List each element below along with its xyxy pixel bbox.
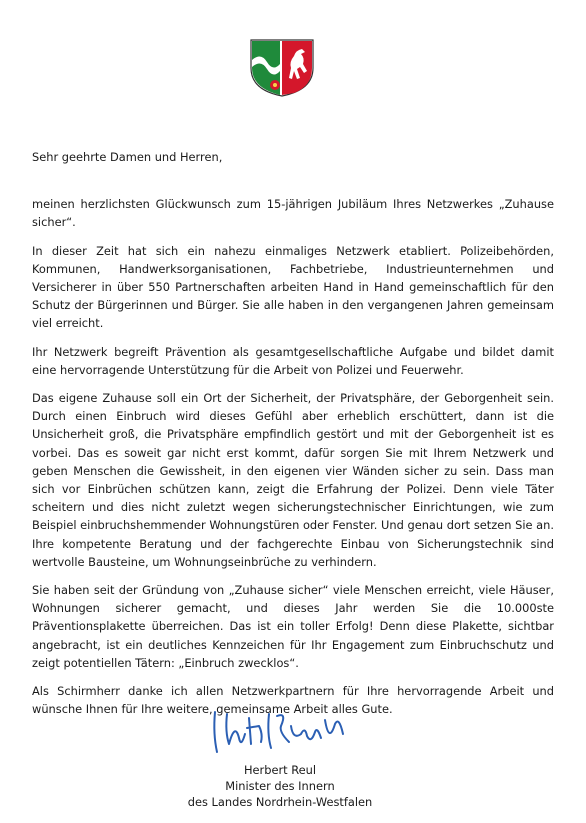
signatory-title: Minister des Innern [225,779,335,793]
paragraph: Das eigene Zuhause soll ein Ort der Sicherheit, der Privatsphäre, der Geborgenheit sein. Durch einen Einbruch wird dieses Gefühl aber erheblich erschüttert, dann ist die Unsicherheit groß, die Privatsphäre empfindlich gestört und mit der Geborgenheit ist es vorbei. Das es soweit gar nicht erst kommt, dafür sorgen Sie mit Ihrem Netzwerk und geben Menschen die Gewissheit, in den eigenen vier Wänden sicher zu sein. Dass man sich vor Einbrüchen schützen kann, zeigt die Erfahrung der Polizei. Denn viele Täter scheitern und dies nicht zuletzt wegen sicherungstechnischer Einrichtungen, wie zum Beispiel einbruchshemmender Wohnungstüren oder Fenster. Und genau dort setzen Sie an. Ihre kompetente Beratung und der fachgerechte Einbau von Sicherungstechnik sind wertvolle Bausteine, um Wohnungseinbrüche zu verhindern. [32,391,554,569]
nrw-coat-of-arms-icon [249,38,315,98]
paragraph: In dieser Zeit hat sich ein nahezu einmaliges Netzwerk etabliert. Polizeibehörden, Kommunen, Handwerksorganisationen, Fachbetriebe, Industrieunternehmen und Versicherer in über 550 Partnerschaften arbeiten Hand in Hand gemeinschaftlich für den Schutz der Bürgerinnen und Bürger. Sie alle haben in den vergangenen Jahren gemeinsam viel erreicht. [32,243,554,331]
letter-body [32,148,554,728]
paragraph: Sie haben seit der Gründung von „Zuhause sicher“ viele Menschen erreicht, viele Häuser, Wohnungen sicherer gemacht, und dieses Jahr werden Sie die 10.000ste Präventionsplakette überreichen. Das ist ein toller Erfolg! Denn diese Plakette, sichtbar angebracht, ist ein deutliches Kennzeichen für Ihr Engagement zum Einbruchschutz und zeigt potentiellen Tätern: „Einbruch zwecklos“. [32,583,554,670]
handwritten-signature [205,704,365,756]
signature-block [160,762,400,810]
signatory-name: Herbert Reul [243,763,317,777]
paragraph: meinen herzlichsten Glückwunsch zum 15-jährigen Jubiläum Ihres Netzwerkes „Zuhause sicher“. [32,197,554,230]
paragraph: Als Schirmherr danke ich allen Netzwerkpartnern für Ihre hervorragende Arbeit und wünsche Ihnen für Ihre weitere, gemeinsame Arbeit alles Gute. [32,684,554,717]
salutation: Sehr geehrte Damen und Herren, [32,150,223,164]
paragraph: Ihr Netzwerk begreift Prävention als gesamtgesellschaftliche Aufgabe und bildet damit eine hervorragende Unterstützung für die Arbeit von Polizei und Feuerwehr. [32,344,554,377]
signatory-office: des Landes Nordrhein-Westfalen [187,795,373,809]
